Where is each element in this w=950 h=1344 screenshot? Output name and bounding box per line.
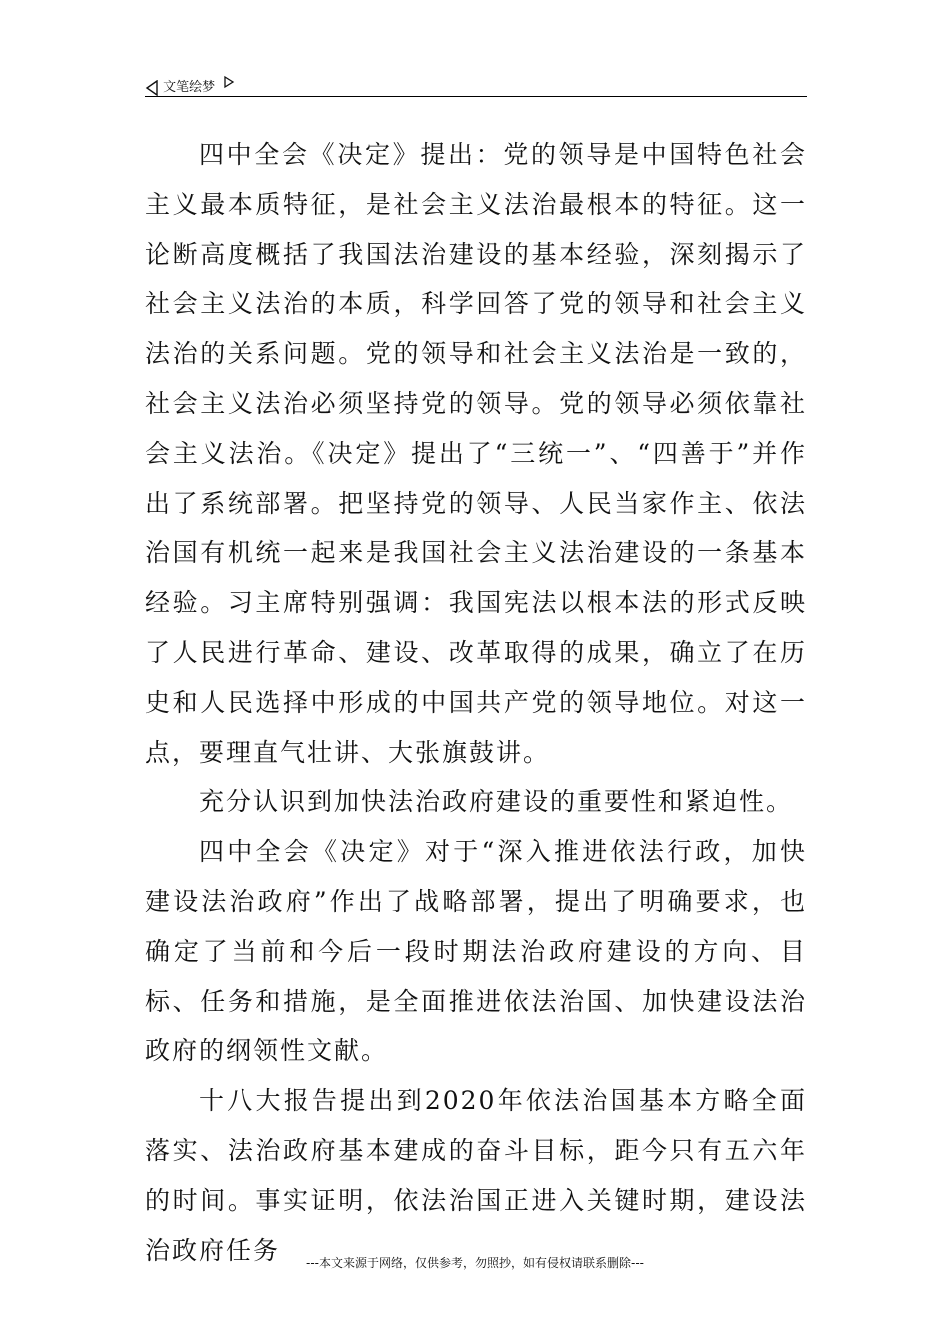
header-divider (145, 96, 807, 97)
paragraph-2: 充分认识到加快法治政府建设的重要性和紧迫性。 (199, 787, 794, 817)
page-header (145, 70, 807, 97)
footer-notice: ---本文来源于网络，仅供参考，勿照抄，如有侵权请联系删除--- (306, 1256, 644, 1270)
header-logo-text: 文笔绘梦 (163, 80, 216, 95)
paragraph-1: 四中全会《决定》提出：党的领导是中国特色社会主义最本质特征，是社会主义法治最根本的特征。这一论断高度概括了我国法治建设的基本经验，深刻揭示了社会主义法治的本质，科学回答了党的领导和社会主义法治的关系问题。党的领导和社会主义法治是一致的，社会主义法治必须坚持党的领导。党的领导必须依靠社会主义法治。《决定》提出了“三统一”、“四善于”并作出了系统部署。把坚持党的领导、人民当家作主、依法治国有机统一起来是我国社会主义法治建设的一条基本经验。习主席特别强调：我国宪法以根本法的形式反映了人民进行革命、建设、改革取得的成果，确立了在历史和人民选择中形成的中国共产党的领导地位。对这一点，要理直气壮讲、大张旗鼓讲。 (145, 140, 807, 767)
paragraph-4: 十八大报告提出到2020年依法治国基本方略全面落实、法治政府基本建成的奋斗目标，距今只有五六年的时间。事实证明，依法治国正进入关键时期，建设法治政府任务 (145, 1086, 807, 1265)
triangle-left-icon (145, 80, 159, 96)
triangle-right-icon (223, 75, 235, 89)
paragraph-3: 四中全会《决定》对于“深入推进依法行政，加快建设法治政府”作出了战略部署，提出了明确要求，也确定了当前和今后一段时期法治政府建设的方向、目标、任务和措施，是全面推进依法治国、加快建设法治政府的纲领性文献。 (145, 837, 807, 1066)
header-logo (145, 75, 235, 96)
document-body (145, 130, 807, 1275)
